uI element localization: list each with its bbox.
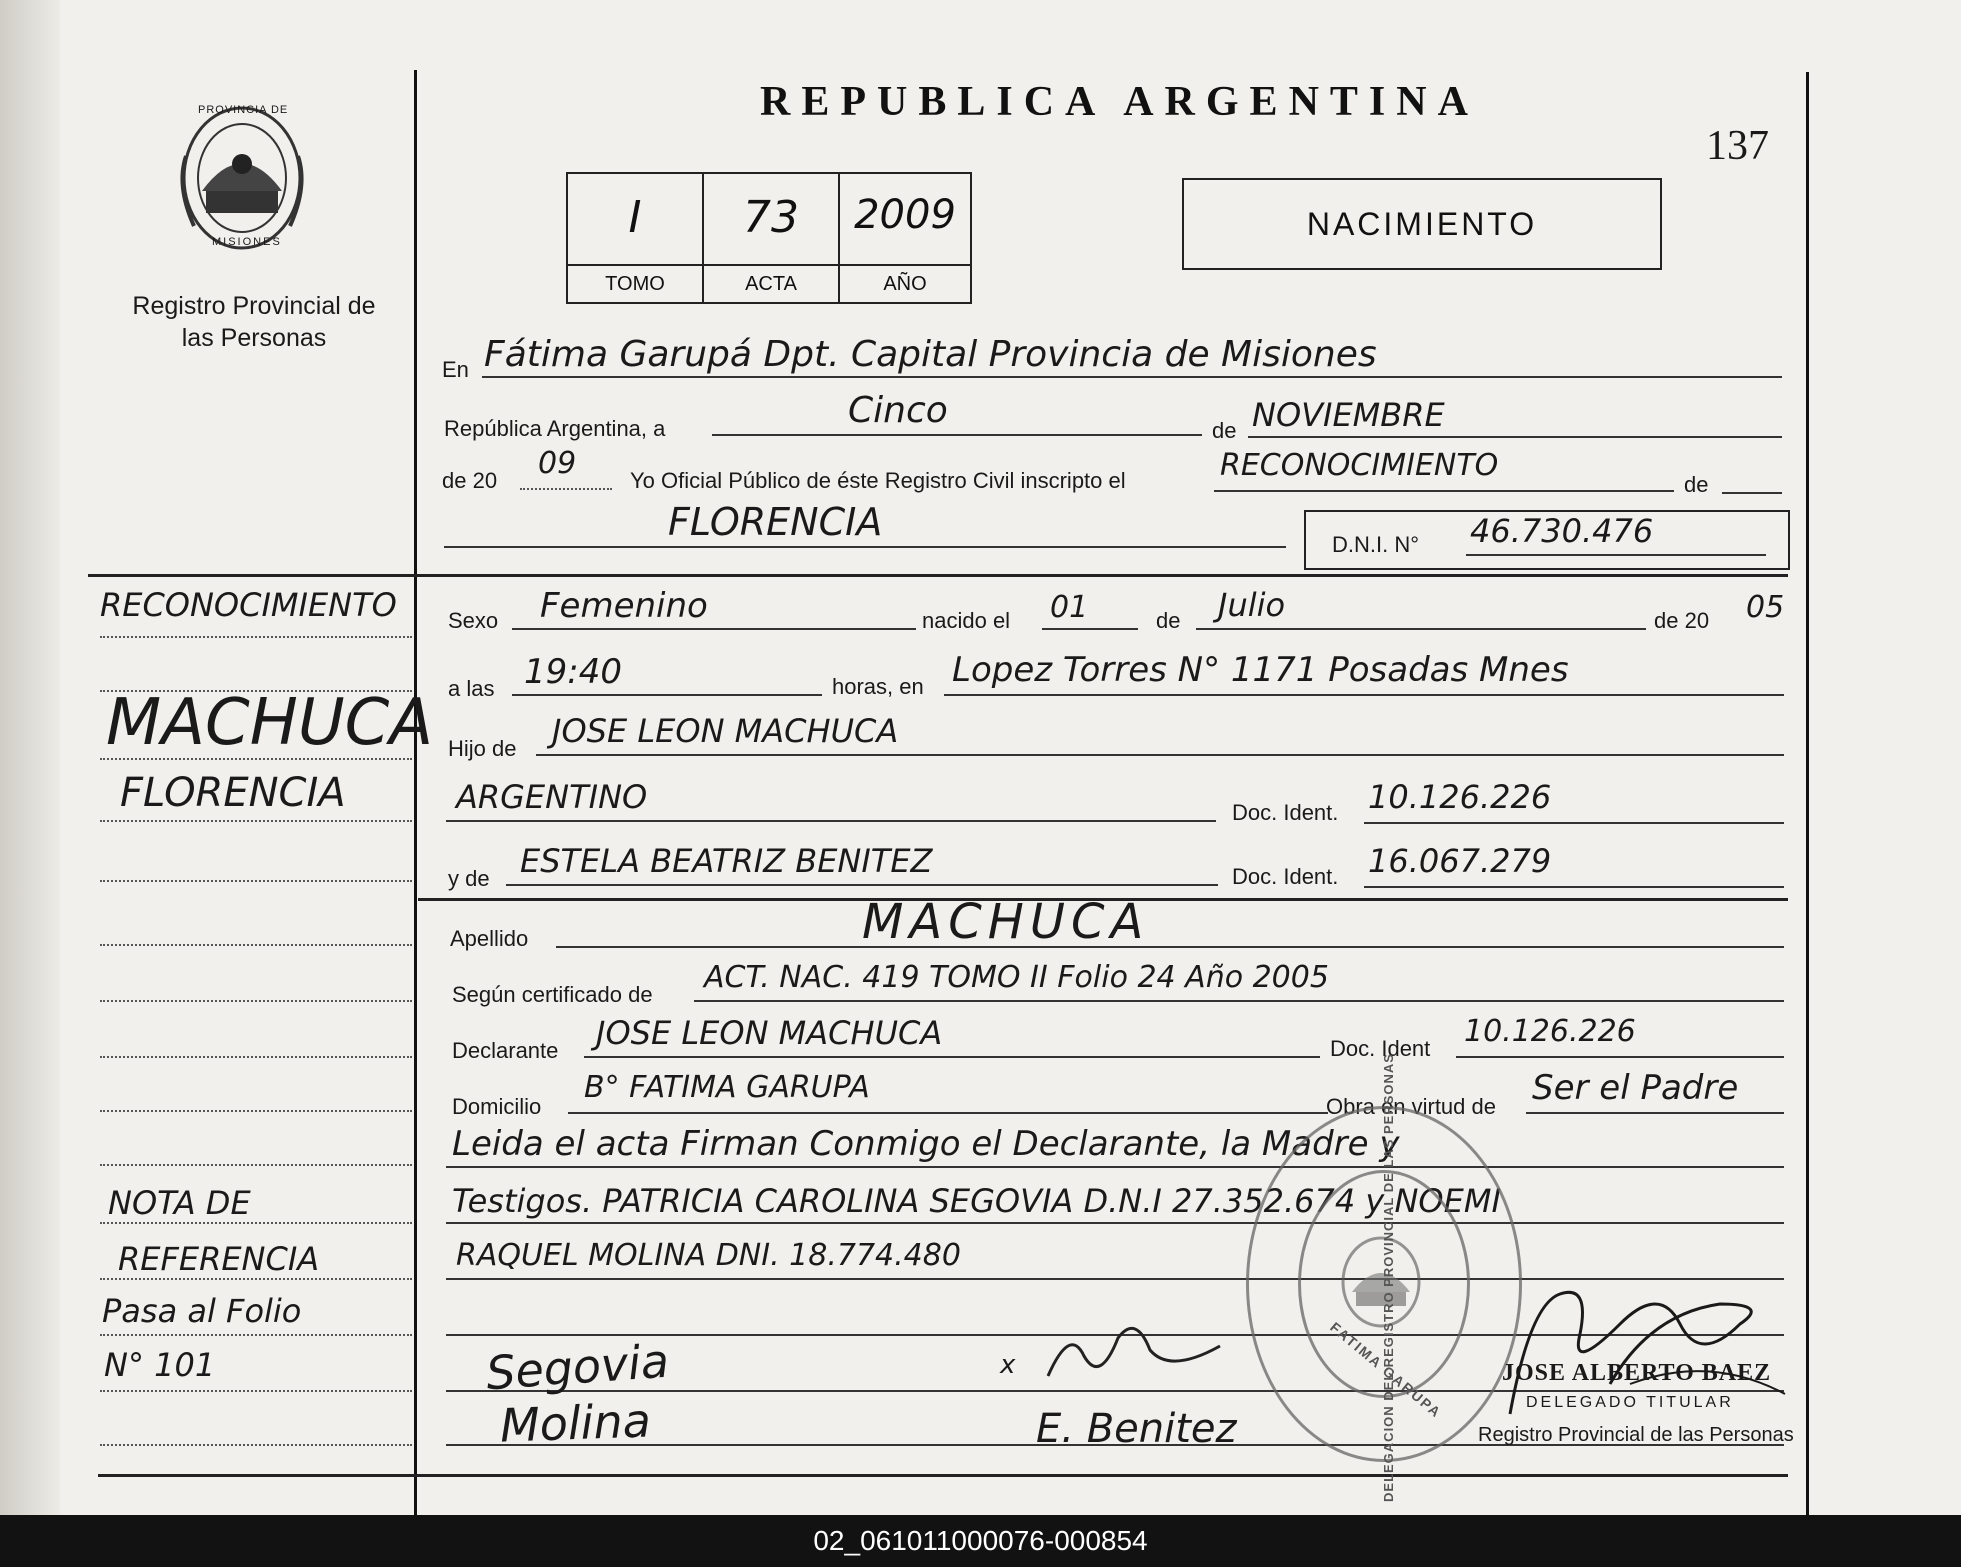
page-number: 137 — [1706, 123, 1769, 169]
domicilio-value: B° FATIMA GARUPA — [584, 1070, 870, 1105]
section-divider-1 — [88, 574, 1788, 577]
signature-declarant-scrawl — [1040, 1316, 1230, 1391]
lugar-line — [944, 694, 1784, 696]
anio-reg-line — [520, 488, 612, 490]
segun-label: Según certificado de — [452, 982, 653, 1007]
margin-note-2-l3: Pasa al Folio — [102, 1292, 302, 1330]
anio-reg-value: 09 — [538, 446, 577, 481]
seal-text-bottom: MISIONES — [212, 236, 282, 248]
provincial-seal — [172, 96, 312, 256]
obra-value: Ser el Padre — [1532, 1068, 1739, 1108]
bottom-frame-rule — [98, 1474, 1788, 1477]
mes-line — [1248, 436, 1782, 438]
acta-value: 73 — [743, 192, 799, 243]
margin-note-2-l1: NOTA DE — [108, 1184, 251, 1222]
padre-value: JOSE LEON MACHUCA — [552, 712, 899, 750]
declarante-line — [584, 1056, 1320, 1058]
padre-nac-line — [446, 820, 1216, 822]
official-role: DELEGADO TITULAR — [1526, 1394, 1734, 1411]
nombre-value: FLORENCIA — [668, 500, 883, 544]
anio-value: 2009 — [854, 192, 956, 238]
sexo-value: Femenino — [540, 586, 708, 626]
apellido-value: MACHUCA — [862, 894, 1150, 950]
sexo-line — [512, 628, 916, 630]
margin-surname: MACHUCA — [106, 686, 434, 760]
hora-value: 19:40 — [524, 652, 622, 692]
margin-note-2-l4: N° 101 — [104, 1346, 216, 1384]
nacido-anio-value: 05 — [1746, 590, 1785, 625]
registry-name: Registro Provincial de las Personas — [132, 292, 376, 352]
leida-line-3: RAQUEL MOLINA DNI. 18.774.480 — [456, 1238, 961, 1273]
declarante-doc-line — [1456, 1056, 1784, 1058]
segun-line — [694, 1000, 1784, 1002]
declarante-value: JOSE LEON MACHUCA — [596, 1014, 943, 1052]
margin-line-12 — [100, 1278, 412, 1280]
page-title: REPUBLICA ARGENTINA — [760, 79, 1479, 125]
margin-line-8 — [100, 1056, 412, 1058]
padre-nac-value: ARGENTINO — [456, 778, 648, 816]
tomo-label: TOMO — [568, 264, 702, 302]
madre-doc-line — [1364, 886, 1784, 888]
margin-line-4 — [100, 820, 412, 822]
de3-label: de — [1156, 608, 1181, 633]
margin-note-1: RECONOCIMIENTO — [100, 586, 397, 624]
en-label: En — [442, 357, 469, 382]
margin-line-1 — [100, 636, 412, 638]
madre-line — [506, 884, 1218, 886]
margin-line-15 — [100, 1444, 412, 1446]
padre-doc-value: 10.126.226 — [1368, 778, 1552, 816]
apellido-label: Apellido — [450, 926, 529, 951]
de2-line — [1722, 492, 1782, 494]
signature-mother: E. Benitez — [1036, 1406, 1237, 1452]
right-frame-rule — [1806, 72, 1809, 1515]
domicilio-label: Domicilio — [452, 1094, 542, 1119]
acta-label: ACTA — [704, 264, 838, 302]
signature-witness-1: Segovia — [484, 1333, 671, 1401]
stamp-text: DELEGACION DEL REGISTRO PROVINCIAL DE LAS PERSONAS — [1380, 1053, 1396, 1502]
doc3-label: Doc. Ident — [1330, 1036, 1431, 1061]
de2005-label: de 20 — [1654, 608, 1710, 633]
margin-line-13 — [100, 1334, 412, 1336]
tomo-value: I — [628, 192, 642, 243]
anio-label: AÑO — [840, 264, 970, 302]
segun-value: ACT. NAC. 419 TOMO II Folio 24 Año 2005 — [704, 960, 1329, 995]
dni-value: 46.730.476 — [1470, 512, 1654, 550]
leida-line-1: Leida el acta Firman Conmigo el Declarante, la Madre y — [452, 1124, 1400, 1164]
padre-doc-line — [1364, 822, 1784, 824]
domicilio-line — [568, 1112, 1328, 1114]
margin-line-7 — [100, 1000, 412, 1002]
margin-line-5 — [100, 880, 412, 882]
act-type-box — [1182, 178, 1662, 270]
signature-declarant: x — [1000, 1350, 1016, 1380]
dia-value: Cinco — [848, 390, 948, 431]
official-name: JOSE ALBERTO BAEZ — [1502, 1360, 1772, 1386]
declarante-label: Declarante — [452, 1038, 559, 1063]
padre-line — [536, 754, 1784, 756]
madre-value: ESTELA BEATRIZ BENITEZ — [520, 842, 933, 880]
hora-line — [512, 694, 822, 696]
act-type: NACIMIENTO — [1306, 206, 1538, 242]
dni-label: D.N.I. N° — [1332, 532, 1420, 557]
official-registry: Registro Provincial de las Personas — [1478, 1424, 1794, 1446]
doc2-label: Doc. Ident. — [1232, 864, 1339, 889]
tomo-cell — [566, 172, 704, 304]
en-value: Fátima Garupá Dpt. Capital Provincia de Misiones — [484, 334, 1377, 375]
leida-line-2: Testigos. PATRICIA CAROLINA SEGOVIA D.N.I 27.352.674 y NOEMI — [452, 1182, 1501, 1220]
sexo-label: Sexo — [448, 608, 499, 633]
de20-label: de 20 — [442, 468, 498, 493]
obra-line — [1526, 1112, 1784, 1114]
dia-line — [712, 434, 1202, 436]
hijo-label: Hijo de — [448, 736, 517, 761]
nombre-line — [444, 546, 1286, 548]
declarante-doc-value: 10.126.226 — [1464, 1014, 1636, 1049]
margin-given: FLORENCIA — [120, 770, 346, 816]
signature-witness-2: Molina — [499, 1393, 652, 1453]
alas-label: a las — [448, 676, 495, 701]
leida-rule-2 — [446, 1222, 1784, 1224]
margin-line-3 — [100, 758, 412, 760]
margin-line-10 — [100, 1164, 412, 1166]
leida-rule-1 — [446, 1166, 1784, 1168]
nacido-mes-value: Julio — [1218, 586, 1286, 624]
nacido-dia-line — [1042, 628, 1138, 630]
nacido-dia-value: 01 — [1050, 590, 1089, 625]
obra-label: Obra en virtud de — [1326, 1094, 1496, 1119]
margin-line-11 — [100, 1222, 412, 1224]
de2-label: de — [1684, 472, 1709, 497]
de-label: de — [1212, 418, 1237, 443]
inscripto-value: RECONOCIMIENTO — [1220, 448, 1499, 483]
en-line — [482, 376, 1782, 378]
left-column-rule — [414, 70, 417, 1515]
lugar-value: Lopez Torres N° 1171 Posadas Mnes — [952, 650, 1569, 690]
horas-label: horas, en — [832, 674, 924, 699]
margin-note-2-l2: REFERENCIA — [118, 1240, 320, 1278]
apellido-line — [556, 946, 1784, 948]
margin-line-6 — [100, 944, 412, 946]
margin-line-9 — [100, 1110, 412, 1112]
madre-doc-value: 16.067.279 — [1368, 842, 1552, 880]
oficial-label: Yo Oficial Público de éste Registro Civil inscripto el — [630, 468, 1126, 493]
republica-label: República Argentina, a — [444, 416, 666, 441]
yde-label: y de — [448, 866, 490, 891]
footer-code: 02_061011000076-000854 — [0, 1515, 1961, 1567]
inscripto-line — [1214, 490, 1674, 492]
dni-line — [1466, 554, 1766, 556]
anio-cell — [838, 172, 972, 304]
doc-label: Doc. Ident. — [1232, 800, 1339, 825]
margin-line-14 — [100, 1390, 412, 1392]
nacido-label: nacido el — [922, 608, 1011, 633]
stamp-place: FATIMA GARUPA — [1327, 1318, 1445, 1422]
nacido-mes-line — [1196, 628, 1646, 630]
seal-text-top: PROVINCIA DE — [198, 104, 289, 116]
mes-value: NOVIEMBRE — [1252, 396, 1445, 434]
acta-cell — [702, 172, 840, 304]
